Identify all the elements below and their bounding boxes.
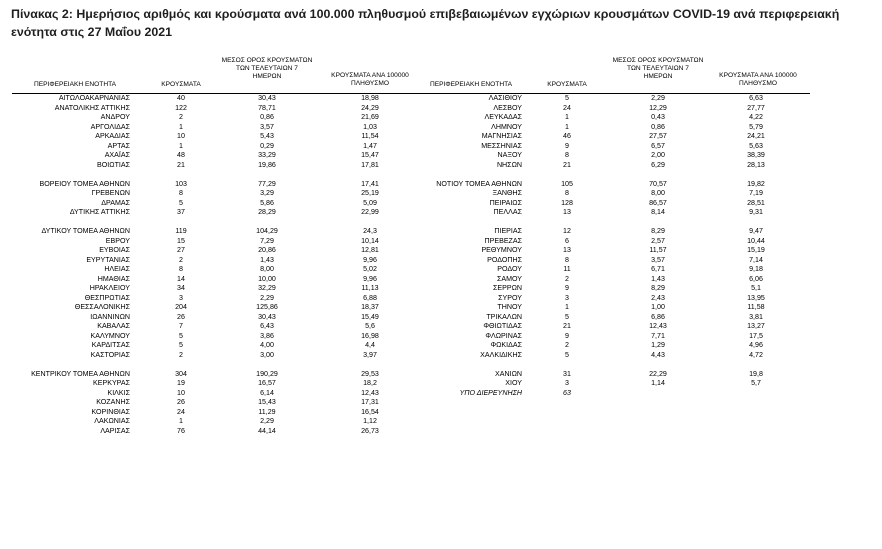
right-row-18-per100k: 7,14 — [749, 255, 763, 264]
left-row-14-per100k — [342, 218, 398, 228]
left-row-2-avg7: 78,71 — [258, 103, 276, 112]
left-row-1-avg7: 30,43 — [258, 94, 276, 102]
right-row-6-per100k: 5,63 — [749, 141, 763, 150]
right-row-14-per100k — [728, 218, 784, 228]
left-row-22-region: ΘΕΣΠΡΩΤΙΑΣ — [84, 293, 130, 302]
right-row-9-per100k — [728, 170, 784, 180]
right-row-18-region: ΡΟΔΟΠΗΣ — [487, 255, 522, 264]
right-row-24-per100k: 3,81 — [749, 312, 763, 321]
right-row-9-cases — [546, 170, 588, 180]
left-row-20-cases: 14 — [177, 274, 185, 283]
right-row-9-avg7 — [632, 170, 684, 180]
right-row-8-per100k: 28,13 — [747, 160, 765, 169]
left-row-14-cases — [160, 218, 202, 228]
left-row-23-cases: 204 — [175, 303, 187, 311]
right-header-avg-line3: ΗΜΕΡΩΝ — [643, 73, 673, 80]
left-row-21-region: ΗΡΑΚΛΕΙΟΥ — [89, 284, 130, 292]
right-row-17-cases: 13 — [563, 246, 571, 254]
right-row-10-avg7: 70,57 — [649, 179, 667, 188]
right-row-26-per100k: 17,5 — [749, 331, 763, 340]
left-row-20-per100k: 9,96 — [363, 274, 377, 283]
left-row-19-region: ΗΛΕΙΑΣ — [104, 265, 130, 273]
right-row-10-cases: 105 — [561, 179, 573, 188]
right-row-1-region: ΛΑΣΙΘΙΟΥ — [488, 94, 522, 102]
left-row-12-avg7: 5,86 — [260, 198, 274, 207]
left-row-32-per100k: 12,43 — [361, 388, 379, 397]
left-row-3-avg7: 0,86 — [260, 113, 274, 121]
right-row-7-cases: 8 — [565, 151, 569, 159]
right-row-29-avg7 — [632, 360, 684, 370]
left-row-32-cases: 10 — [177, 388, 185, 397]
right-row-14-cases — [546, 218, 588, 228]
right-per100k-column — [728, 94, 784, 398]
left-row-34-region: ΚΟΡΙΝΘΙΑΣ — [91, 407, 130, 416]
right-row-15-per100k: 9,47 — [749, 227, 763, 235]
right-region-column — [410, 94, 522, 398]
right-row-25-region: ΦΘΙΩΤΙΔΑΣ — [483, 322, 522, 330]
left-row-7-cases: 48 — [177, 151, 185, 159]
left-row-31-region: ΚΕΡΚΥΡΑΣ — [93, 379, 130, 387]
left-row-29-avg7 — [241, 360, 293, 370]
right-row-19-avg7: 6,71 — [651, 265, 665, 273]
left-row-8-avg7: 19,86 — [258, 160, 276, 169]
right-header-avg-line1: ΜΕΣΟΣ ΟΡΟΣ ΚΡΟΥΣΜΑΤΩΝ — [612, 57, 704, 64]
right-row-27-cases: 2 — [565, 341, 569, 349]
left-row-2-cases: 122 — [175, 103, 187, 112]
left-row-36-cases: 76 — [177, 426, 185, 435]
left-row-10-region: ΒΟΡΕΙΟΥ ΤΟΜΕΑ ΑΘΗΝΩΝ — [39, 179, 130, 188]
right-row-1-cases: 5 — [565, 94, 569, 102]
left-row-19-cases: 8 — [179, 265, 183, 273]
left-cases-column — [160, 94, 202, 436]
right-row-23-avg7: 1,00 — [651, 303, 665, 311]
right-row-10-region: ΝΟΤΙΟΥ ΤΟΜΕΑ ΑΘΗΝΩΝ — [436, 179, 522, 188]
left-row-6-avg7: 0,29 — [260, 141, 274, 150]
left-row-10-cases: 103 — [175, 179, 187, 188]
right-row-26-avg7: 7,71 — [651, 331, 665, 340]
right-row-2-per100k: 27,77 — [747, 103, 765, 112]
left-row-11-per100k: 25,19 — [361, 189, 379, 197]
left-row-33-region: ΚΟΖΑΝΗΣ — [96, 398, 130, 406]
right-row-7-region: ΝΑΞΟΥ — [497, 151, 522, 159]
left-row-3-cases: 2 — [179, 113, 183, 121]
right-row-3-cases: 1 — [565, 113, 569, 121]
left-row-29-region — [18, 360, 130, 370]
right-row-13-cases: 13 — [563, 208, 571, 216]
left-row-21-cases: 34 — [177, 284, 185, 292]
right-row-9-region — [410, 170, 522, 180]
right-row-22-cases: 3 — [565, 293, 569, 302]
left-row-25-region: ΚΑΒΑΛΑΣ — [97, 322, 130, 330]
table-title: Πίνακας 2: Ημερήσιος αριθμός και κρούσματα ανά 100.000 πληθυσμού επιβεβαιωμένων εγχώριων κρουσμάτων COVID-19 ανά περιφερειακή ενότητα στις 27 Μαΐου 2021 — [11, 7, 840, 39]
left-row-12-cases: 5 — [179, 198, 183, 207]
right-row-28-region: ΧΑΛΚΙΔΙΚΗΣ — [480, 350, 522, 359]
right-row-30-region: ΧΑΝΙΩΝ — [495, 369, 522, 378]
left-row-23-per100k: 18,37 — [361, 303, 379, 311]
right-row-15-avg7: 8,29 — [651, 227, 665, 235]
right-cases-column — [546, 94, 588, 398]
right-row-12-avg7: 86,57 — [649, 198, 667, 207]
left-row-15-region: ΔΥΤΙΚΟΥ ΤΟΜΕΑ ΑΘΗΝΩΝ — [41, 227, 130, 235]
right-row-29-cases — [546, 360, 588, 370]
left-row-7-per100k: 15,47 — [361, 151, 379, 159]
left-row-19-per100k: 5,02 — [363, 265, 377, 273]
right-row-27-avg7: 1,29 — [651, 341, 665, 349]
left-row-24-per100k: 15,49 — [361, 312, 379, 321]
left-row-25-cases: 7 — [179, 322, 183, 330]
right-row-15-region: ΠΙΕΡΙΑΣ — [494, 227, 522, 235]
right-row-17-avg7: 11,57 — [649, 246, 667, 254]
left-row-5-region: ΑΡΚΑΔΙΑΣ — [95, 132, 130, 140]
right-row-22-per100k: 13,95 — [747, 293, 765, 302]
left-row-17-cases: 27 — [177, 246, 185, 254]
left-row-27-per100k: 4,4 — [365, 341, 375, 349]
left-header-region: ΠΕΡΙΦΕΡΕΙΑΚΗ ΕΝΟΤΗΤΑ — [33, 81, 117, 88]
left-row-30-region: ΚΕΝΤΡΙΚΟΥ ΤΟΜΕΑ ΑΘΗΝΩΝ — [31, 369, 130, 378]
left-row-35-per100k: 1,12 — [363, 417, 377, 425]
left-row-28-cases: 2 — [179, 350, 183, 359]
right-row-21-avg7: 8,29 — [651, 284, 665, 292]
right-row-28-avg7: 4,43 — [651, 350, 665, 359]
left-row-26-cases: 5 — [179, 331, 183, 340]
right-row-32-region: ΥΠΟ ΔΙΕΡΕΥΝΗΣΗ — [459, 388, 522, 397]
left-row-32-avg7: 6,14 — [260, 388, 274, 397]
right-header-avg — [612, 57, 704, 81]
left-row-36-avg7: 44,14 — [258, 426, 276, 435]
left-row-14-region — [18, 218, 130, 228]
left-row-26-per100k: 16,98 — [361, 331, 379, 340]
right-row-26-cases: 9 — [565, 331, 569, 340]
right-row-1-avg7: 2,29 — [651, 94, 665, 102]
right-row-20-cases: 2 — [565, 274, 569, 283]
left-row-14-avg7 — [241, 218, 293, 228]
left-row-25-avg7: 6,43 — [260, 322, 274, 330]
left-row-16-cases: 15 — [177, 236, 185, 245]
right-row-23-cases: 1 — [565, 303, 569, 311]
left-row-16-avg7: 7,29 — [260, 236, 274, 245]
left-row-31-per100k: 18,2 — [363, 379, 377, 387]
right-row-8-cases: 21 — [563, 160, 571, 169]
left-header-per100k-line1: ΚΡΟΥΣΜΑΤΑ ΑΝΑ 100000 — [331, 72, 409, 79]
left-row-4-cases: 1 — [179, 122, 183, 131]
right-row-22-region: ΣΥΡΟΥ — [498, 293, 522, 302]
left-row-31-avg7: 16,57 — [258, 379, 276, 387]
right-row-14-avg7 — [632, 218, 684, 228]
left-row-27-region: ΚΑΡΔΙΤΣΑΣ — [91, 341, 130, 349]
right-row-20-region: ΣΑΜΟΥ — [496, 274, 522, 283]
left-row-24-cases: 26 — [177, 312, 185, 321]
left-row-28-region: ΚΑΣΤΟΡΙΑΣ — [90, 350, 130, 359]
left-row-22-avg7: 2,29 — [260, 293, 274, 302]
left-row-9-region — [18, 170, 130, 180]
left-row-27-avg7: 4,00 — [260, 341, 274, 349]
left-row-12-per100k: 5,09 — [363, 198, 377, 207]
left-row-35-region: ΛΑΚΩΝΙΑΣ — [94, 417, 130, 425]
left-row-28-avg7: 3,00 — [260, 350, 274, 359]
left-row-4-avg7: 3,57 — [260, 122, 274, 131]
right-row-31-per100k: 5,7 — [751, 379, 761, 387]
right-row-31-cases: 3 — [565, 379, 569, 387]
left-row-9-per100k — [342, 170, 398, 180]
right-row-4-cases: 1 — [565, 122, 569, 131]
left-row-8-region: ΒΟΙΩΤΙΑΣ — [97, 160, 130, 169]
left-row-7-avg7: 33,29 — [258, 151, 276, 159]
left-row-34-per100k: 16,54 — [361, 407, 379, 416]
right-row-3-avg7: 0,43 — [651, 113, 665, 121]
right-row-23-per100k: 11,58 — [747, 303, 765, 311]
left-row-15-per100k: 24,3 — [363, 227, 377, 235]
left-row-26-avg7: 3,86 — [260, 331, 274, 340]
left-row-1-cases: 40 — [177, 94, 185, 102]
left-row-29-per100k — [342, 360, 398, 370]
right-row-3-region: ΛΕΥΚΑΔΑΣ — [484, 113, 522, 121]
right-row-30-avg7: 22,29 — [649, 369, 667, 378]
right-row-6-region: ΜΕΣΣΗΝΙΑΣ — [481, 141, 522, 150]
left-row-16-region: ΕΒΡΟΥ — [105, 236, 130, 245]
left-row-23-region: ΘΕΣΣΑΛΟΝΙΚΗΣ — [74, 303, 130, 311]
right-row-3-per100k: 4,22 — [749, 113, 763, 121]
left-row-24-region: ΙΩΑΝΝΙΝΩΝ — [90, 312, 130, 321]
left-row-15-cases: 119 — [175, 227, 187, 235]
left-row-34-avg7: 11,29 — [258, 407, 276, 416]
left-header-per100k-line2: ΠΛΗΘΥΣΜΟ — [351, 80, 389, 87]
left-row-33-per100k: 17,31 — [361, 398, 379, 406]
right-row-28-cases: 5 — [565, 350, 569, 359]
right-row-12-per100k: 28,51 — [747, 198, 765, 207]
right-row-30-per100k: 19,8 — [749, 369, 763, 378]
right-row-21-cases: 9 — [565, 284, 569, 292]
right-row-26-region: ΦΛΩΡΙΝΑΣ — [485, 331, 522, 340]
left-row-8-per100k: 17,81 — [361, 160, 379, 169]
left-row-26-region: ΚΑΛΥΜΝΟΥ — [90, 331, 130, 340]
left-row-18-per100k: 9,96 — [363, 255, 377, 264]
right-row-16-avg7: 2,57 — [651, 236, 665, 245]
right-row-2-avg7: 12,29 — [649, 103, 667, 112]
left-row-2-per100k: 24,29 — [361, 103, 379, 112]
right-row-16-cases: 6 — [565, 236, 569, 245]
right-row-24-avg7: 6,86 — [651, 312, 665, 321]
left-row-19-avg7: 8,00 — [260, 265, 274, 273]
left-header-avg — [221, 57, 313, 81]
left-row-4-per100k: 1,03 — [363, 122, 377, 131]
left-row-29-cases — [160, 360, 202, 370]
right-row-19-region: ΡΟΔΟΥ — [497, 265, 522, 273]
right-row-5-cases: 46 — [563, 132, 571, 140]
right-row-6-avg7: 6,57 — [651, 141, 665, 150]
left-row-11-region: ΓΡΕΒΕΝΩΝ — [91, 189, 130, 197]
left-row-10-per100k: 17,41 — [361, 179, 379, 188]
right-row-11-region: ΞΑΝΘΗΣ — [492, 189, 522, 197]
right-row-12-region: ΠΕΙΡΑΙΩΣ — [489, 198, 522, 207]
right-row-11-avg7: 8,00 — [651, 189, 665, 197]
right-row-11-per100k: 7,19 — [749, 189, 763, 197]
right-row-6-cases: 9 — [565, 141, 569, 150]
right-row-5-avg7: 27,57 — [649, 132, 667, 140]
right-row-27-region: ΦΩΚΙΔΑΣ — [490, 341, 522, 349]
left-row-13-avg7: 28,29 — [258, 208, 276, 216]
left-row-1-per100k: 18,98 — [361, 94, 379, 102]
right-row-21-per100k: 5,1 — [751, 284, 761, 292]
left-row-36-region: ΛΑΡΙΣΑΣ — [100, 426, 130, 435]
left-row-35-avg7: 2,29 — [260, 417, 274, 425]
right-row-7-per100k: 38,39 — [747, 151, 765, 159]
left-row-3-region: ΑΝΔΡΟΥ — [100, 113, 130, 121]
left-row-5-cases: 10 — [177, 132, 185, 140]
left-row-13-cases: 37 — [177, 208, 185, 216]
left-row-32-region: ΚΙΛΚΙΣ — [107, 388, 130, 397]
right-row-2-region: ΛΕΣΒΟΥ — [493, 103, 522, 112]
right-header-per100k — [706, 72, 810, 88]
right-row-24-region: ΤΡΙΚΑΛΩΝ — [486, 312, 522, 321]
left-per100k-column — [342, 94, 398, 436]
left-region-column — [18, 94, 130, 436]
right-row-17-per100k: 15,19 — [747, 246, 765, 254]
right-row-20-per100k: 6,06 — [749, 274, 763, 283]
right-row-15-cases: 12 — [563, 227, 571, 235]
left-row-18-avg7: 1,43 — [260, 255, 274, 264]
left-row-27-cases: 5 — [179, 341, 183, 349]
right-row-5-per100k: 24,21 — [747, 132, 765, 140]
right-row-20-avg7: 1,43 — [651, 274, 665, 283]
right-row-14-region — [410, 218, 522, 228]
right-row-8-avg7: 6,29 — [651, 160, 665, 169]
left-row-17-per100k: 12,81 — [361, 246, 379, 254]
left-row-11-avg7: 3,29 — [260, 189, 274, 197]
right-row-25-per100k: 13,27 — [747, 322, 765, 330]
left-avg-column — [241, 94, 293, 436]
right-row-7-avg7: 2,00 — [651, 151, 665, 159]
right-row-22-avg7: 2,43 — [651, 293, 665, 302]
left-row-12-region: ΔΡΑΜΑΣ — [101, 198, 130, 207]
left-row-20-region: ΗΜΑΘΙΑΣ — [97, 274, 130, 283]
right-row-13-avg7: 8,14 — [651, 208, 665, 216]
left-row-33-avg7: 15,43 — [258, 398, 276, 406]
left-row-3-per100k: 21,69 — [361, 113, 379, 121]
right-row-8-region: ΝΗΣΩΝ — [496, 160, 522, 169]
left-row-17-region: ΕΥΒΟΙΑΣ — [99, 246, 130, 254]
left-row-2-region: ΑΝΑΤΟΛΙΚΗΣ ΑΤΤΙΚΗΣ — [54, 103, 130, 112]
right-row-21-region: ΣΕΡΡΩΝ — [492, 284, 522, 292]
right-header-cases: ΚΡΟΥΣΜΑΤΑ — [547, 81, 587, 88]
right-header-per100k-line1: ΚΡΟΥΣΜΑΤΑ ΑΝΑ 100000 — [719, 72, 797, 79]
right-row-5-region: ΜΑΓΝΗΣΙΑΣ — [481, 132, 522, 140]
left-row-9-avg7 — [241, 170, 293, 180]
right-row-19-per100k: 9,18 — [749, 265, 763, 273]
left-header-avg-line2: ΤΩΝ ΤΕΛΕΥΤΑΙΩΝ 7 — [236, 65, 298, 72]
left-header-avg-line3: ΗΜΕΡΩΝ — [252, 73, 282, 80]
right-row-28-per100k: 4,72 — [749, 350, 763, 359]
left-row-7-region: ΑΧΑΪΑΣ — [104, 151, 130, 159]
left-row-13-region: ΔΥΤΙΚΗΣ ΑΤΤΙΚΗΣ — [69, 208, 130, 216]
left-row-31-cases: 19 — [177, 379, 185, 387]
left-row-24-avg7: 30,43 — [258, 312, 276, 321]
left-header-per100k — [318, 72, 422, 88]
left-row-22-per100k: 6,88 — [363, 293, 377, 302]
left-row-15-avg7: 104,29 — [256, 227, 278, 235]
left-row-25-per100k: 5,6 — [365, 322, 375, 330]
left-row-28-per100k: 3,97 — [363, 350, 377, 359]
left-row-16-per100k: 10,14 — [361, 236, 379, 245]
right-row-2-cases: 24 — [563, 103, 571, 112]
right-row-12-cases: 128 — [561, 198, 573, 207]
right-row-27-per100k: 4,96 — [749, 341, 763, 349]
left-row-21-per100k: 11,13 — [361, 284, 379, 292]
left-row-36-per100k: 26,73 — [361, 426, 379, 435]
left-row-17-avg7: 20,86 — [258, 246, 276, 254]
right-row-16-per100k: 10,44 — [747, 236, 765, 245]
right-row-10-per100k: 19,82 — [747, 179, 765, 188]
right-row-23-region: ΤΗΝΟΥ — [497, 303, 522, 311]
right-header-avg-line2: ΤΩΝ ΤΕΛΕΥΤΑΙΩΝ 7 — [627, 65, 689, 72]
right-row-30-cases: 31 — [563, 369, 571, 378]
right-row-18-avg7: 3,57 — [651, 255, 665, 264]
left-header-cases: ΚΡΟΥΣΜΑΤΑ — [161, 81, 201, 88]
right-row-32-cases: 63 — [563, 388, 571, 397]
left-row-8-cases: 21 — [177, 160, 185, 169]
right-row-31-region: ΧΙΟΥ — [505, 379, 522, 387]
left-row-6-per100k: 1,47 — [363, 141, 377, 150]
left-row-4-region: ΑΡΓΟΛΙΔΑΣ — [90, 122, 130, 131]
right-row-16-region: ΠΡΕΒΕΖΑΣ — [484, 236, 522, 245]
left-row-13-per100k: 22,99 — [361, 208, 379, 216]
left-row-30-per100k: 29,53 — [361, 369, 379, 378]
right-row-17-region: ΡΕΘΥΜΝΟΥ — [481, 246, 522, 254]
right-row-31-avg7: 1,14 — [651, 379, 665, 387]
left-row-10-avg7: 77,29 — [258, 179, 276, 188]
left-row-21-avg7: 32,29 — [258, 284, 276, 292]
right-row-32-per100k — [728, 389, 784, 399]
left-row-18-cases: 2 — [179, 255, 183, 264]
right-row-32-avg7 — [632, 389, 684, 399]
right-row-1-per100k: 6,63 — [749, 94, 763, 102]
left-row-30-avg7: 190,29 — [256, 369, 278, 378]
left-row-1-region: ΑΙΤΩΛΟΑΚΑΡΝΑΝΙΑΣ — [58, 94, 130, 102]
right-row-13-per100k: 9,31 — [749, 208, 763, 216]
left-row-20-avg7: 10,00 — [258, 274, 276, 283]
left-row-6-region: ΑΡΤΑΣ — [107, 141, 130, 150]
right-row-29-per100k — [728, 360, 784, 370]
right-header-region: ΠΕΡΙΦΕΡΕΙΑΚΗ ΕΝΟΤΗΤΑ — [429, 81, 513, 88]
right-row-4-region: ΛΗΜΝΟΥ — [491, 122, 522, 131]
left-row-6-cases: 1 — [179, 141, 183, 150]
right-avg-column — [632, 94, 684, 398]
right-row-11-cases: 8 — [565, 189, 569, 197]
left-row-34-cases: 24 — [177, 407, 185, 416]
left-row-30-cases: 304 — [175, 369, 187, 378]
right-row-29-region — [410, 360, 522, 370]
left-row-11-cases: 8 — [179, 189, 183, 197]
right-row-25-cases: 21 — [563, 322, 571, 330]
right-row-24-cases: 5 — [565, 312, 569, 321]
left-header-avg-line1: ΜΕΣΟΣ ΟΡΟΣ ΚΡΟΥΣΜΑΤΩΝ — [221, 57, 313, 64]
right-row-25-avg7: 12,43 — [649, 322, 667, 330]
left-row-23-avg7: 125,86 — [256, 303, 278, 311]
right-row-13-region: ΠΕΛΛΑΣ — [493, 208, 522, 216]
right-row-18-cases: 8 — [565, 255, 569, 264]
left-row-5-avg7: 5,43 — [260, 132, 274, 140]
right-row-19-cases: 11 — [563, 265, 571, 273]
left-row-18-region: ΕΥΡΥΤΑΝΙΑΣ — [86, 255, 130, 264]
left-row-33-cases: 26 — [177, 398, 185, 406]
left-row-35-cases: 1 — [179, 417, 183, 425]
left-row-9-cases — [160, 170, 202, 180]
right-header-per100k-line2: ΠΛΗΘΥΣΜΟ — [739, 80, 777, 87]
right-row-4-avg7: 0,86 — [651, 122, 665, 131]
left-row-5-per100k: 11,54 — [361, 132, 379, 140]
right-row-4-per100k: 5,79 — [749, 122, 763, 131]
left-row-22-cases: 3 — [179, 293, 183, 302]
